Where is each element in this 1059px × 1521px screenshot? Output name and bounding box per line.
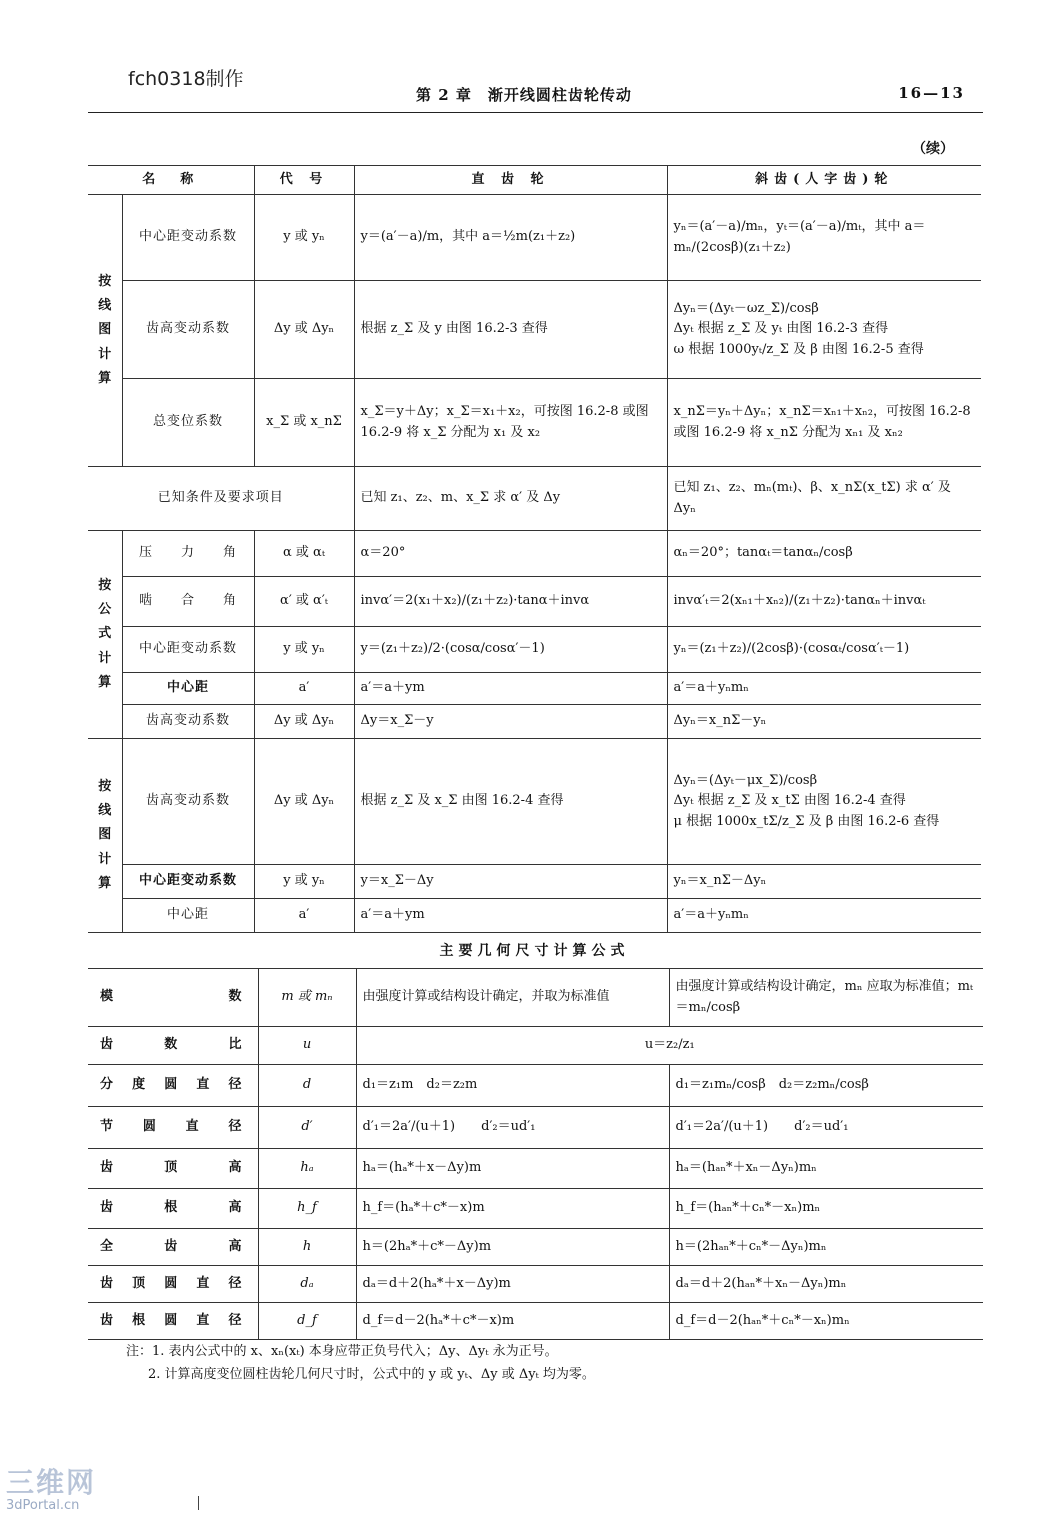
row-helical: a′＝a＋yₙmₙ [667, 899, 981, 933]
logo-main-text: 三维网 [6, 1466, 97, 1499]
row-helical: yₙ＝x_nΣ－Δyₙ [667, 865, 981, 899]
row-helical: Δyₙ＝x_nΣ－yₙ [667, 705, 981, 739]
table-row [88, 1107, 983, 1149]
row-name: 中心距变动系数 [122, 865, 254, 899]
site-logo [6, 1468, 102, 1516]
row-code: Δy 或 Δyₙ [254, 281, 354, 379]
geometry-table-title: 主要几何尺寸计算公式 [439, 943, 630, 959]
row-spur: h＝(2hₐ*＋c*－Δy)m [356, 1229, 669, 1266]
row-name: 分度圆直径 [88, 1065, 258, 1107]
row-spur: x_Σ＝y＋Δy；x_Σ＝x₁＋x₂，可按图 16.2-8 或图 16.2-9 将 x_Σ 分配为 x₁ 及 x₂ [354, 379, 667, 467]
table-row [88, 281, 981, 379]
row-spur: y＝x_Σ－Δy [354, 865, 667, 899]
table-row [88, 577, 981, 627]
row-spur: Δy＝x_Σ－y [354, 705, 667, 739]
geometry-dimension-table [88, 968, 983, 1340]
row-spur: a′＝a＋ym [354, 673, 667, 705]
row-helical: d₁＝z₁mₙ/cosβ d₂＝z₂mₙ/cosβ [669, 1065, 983, 1107]
row-helical: h_f＝(hₐₙ*＋cₙ*－xₙ)mₙ [669, 1189, 983, 1229]
table-notes [126, 1340, 595, 1387]
row-name: 模数 [88, 969, 258, 1027]
page-number: 16—13 [898, 84, 965, 102]
known-spur: 已知 z₁、z₂、m、x_Σ 求 α′ 及 Δy [354, 467, 667, 531]
row-code: u [258, 1027, 356, 1065]
row-code: Δy 或 Δyₙ [254, 705, 354, 739]
table-row [88, 1189, 983, 1229]
continued-label: （续） [912, 141, 954, 157]
row-name: 齿高变动系数 [122, 281, 254, 379]
row-spur: 根据 z_Σ 及 x_Σ 由图 16.2-4 查得 [354, 739, 667, 865]
watermark-text: fch0318制作 [128, 68, 244, 90]
row-spur: d′₁＝2a′/(u＋1) d′₂＝ud′₁ [356, 1107, 669, 1149]
known-helical: 已知 z₁、z₂、mₙ(mₜ)、β、x_nΣ(x_tΣ) 求 α′ 及 Δyₙ [667, 467, 981, 531]
table-row [88, 1229, 983, 1266]
row-both: u＝z₂/z₁ [356, 1027, 983, 1065]
row-name: 全齿高 [88, 1229, 258, 1266]
note-2: 2. 计算高度变位圆柱齿轮几何尺寸时，公式中的 y 或 yₜ、Δy 或 Δyₜ 均为零。 [148, 1367, 595, 1383]
row-code: α′ 或 α′ₜ [254, 577, 354, 627]
row-name: 中心距 [122, 899, 254, 933]
row-code: h [258, 1229, 356, 1266]
table-row [88, 865, 981, 899]
logo-sub-text: 3dPortal.cn [6, 1498, 80, 1513]
table-row [88, 1266, 983, 1303]
row-code: d [258, 1065, 356, 1107]
row-code: Δy 或 Δyₙ [254, 739, 354, 865]
row-spur: h_f＝(hₐ*＋c*－x)m [356, 1189, 669, 1229]
row-name: 齿数比 [88, 1027, 258, 1065]
row-spur: dₐ＝d＋2(hₐ*＋x－Δy)m [356, 1266, 669, 1303]
row-spur: 由强度计算或结构设计确定，并取为标准值 [356, 969, 669, 1027]
page-header [88, 82, 983, 113]
row-spur: y＝(z₁＋z₂)/2·(cosα/cosα′－1) [354, 627, 667, 673]
row-name: 中心距变动系数 [122, 195, 254, 281]
row-helical: invα′ₜ＝2(xₙ₁＋xₙ₂)/(z₁＋z₂)·tanαₙ＋invαₜ [667, 577, 981, 627]
group-label-formula: 按 公 式 计 算 [88, 531, 122, 739]
row-helical: d′₁＝2a′/(u＋1) d′₂＝ud′₁ [669, 1107, 983, 1149]
row-helical: hₐ＝(hₐₙ*＋xₙ－Δyₙ)mₙ [669, 1149, 983, 1189]
page-mark [198, 1496, 199, 1510]
row-helical: yₙ＝(z₁＋z₂)/(2cosβ)·(cosαₜ/cosα′ₜ－1) [667, 627, 981, 673]
table-row [88, 1065, 983, 1107]
note-1: 注：1. 表内公式中的 x、xₙ(xₜ) 本身应带正负号代入；Δy、Δyₜ 永为正号。 [126, 1344, 558, 1359]
row-code: a′ [254, 673, 354, 705]
group-label-chart-2: 按 线 图 计 算 [88, 739, 122, 933]
table-row [88, 195, 981, 281]
row-code: dₐ [258, 1266, 356, 1303]
table-row [88, 739, 981, 865]
table-row [88, 969, 983, 1027]
header-name: 名 称 [88, 166, 254, 195]
table-row-known [88, 467, 981, 531]
table-row [88, 379, 981, 467]
header-helical: 斜齿(人字齿)轮 [667, 166, 981, 195]
row-helical: d_f＝d－2(hₐₙ*＋cₙ*－xₙ)mₙ [669, 1303, 983, 1340]
row-helical: αₙ＝20°；tanαₜ＝tanαₙ/cosβ [667, 531, 981, 577]
row-code: y 或 yₙ [254, 865, 354, 899]
row-name: 中心距 [122, 673, 254, 705]
row-name: 节圆直径 [88, 1107, 258, 1149]
row-code: y 或 yₙ [254, 195, 354, 281]
row-name: 啮 合 角 [122, 577, 254, 627]
table-row [88, 899, 981, 933]
row-name: 齿根圆直径 [88, 1303, 258, 1340]
row-code: a′ [254, 899, 354, 933]
header-code: 代 号 [254, 166, 354, 195]
modification-coefficient-table [88, 165, 981, 933]
row-helical: 由强度计算或结构设计确定，mₙ 应取为标准值；mₜ＝mₙ/cosβ [669, 969, 983, 1027]
row-code: y 或 yₙ [254, 627, 354, 673]
row-code: m 或 mₙ [258, 969, 356, 1027]
header-spur: 直 齿 轮 [354, 166, 667, 195]
row-name: 齿根高 [88, 1189, 258, 1229]
row-code: d′ [258, 1107, 356, 1149]
row-code: α 或 αₜ [254, 531, 354, 577]
table-header-row [88, 166, 981, 195]
group-label-chart-1: 按 线 图 计 算 [88, 195, 122, 467]
row-spur: d₁＝z₁m d₂＝z₂m [356, 1065, 669, 1107]
chapter-title: 第 2 章 渐开线圆柱齿轮传动 [416, 86, 632, 104]
row-name: 压 力 角 [122, 531, 254, 577]
row-helical: Δyₙ＝(Δyₜ－μx_Σ)/cosβ Δyₜ 根据 z_Σ 及 x_tΣ 由图 16.2-4 查得 μ 根据 1000x_tΣ/z_Σ 及 β 由图 16.2-6 查得 [667, 739, 981, 865]
row-helical: Δyₙ＝(Δyₜ－ωz_Σ)/cosβ Δyₜ 根据 z_Σ 及 yₜ 由图 16.2-3 查得 ω 根据 1000yₜ/z_Σ 及 β 由图 16.2-5 查得 [667, 281, 981, 379]
table-row [88, 673, 981, 705]
row-helical: h＝(2hₐₙ*＋cₙ*－Δyₙ)mₙ [669, 1229, 983, 1266]
row-spur: y＝(a′－a)/m，其中 a＝½m(z₁＋z₂) [354, 195, 667, 281]
row-helical: yₙ＝(a′－a)/mₙ，yₜ＝(a′－a)/mₜ，其中 a＝mₙ/(2cosβ)(z₁＋z₂) [667, 195, 981, 281]
table-row [88, 1303, 983, 1340]
row-code: hₐ [258, 1149, 356, 1189]
known-name: 已知条件及要求项目 [88, 467, 354, 531]
row-spur: α＝20° [354, 531, 667, 577]
row-helical: a′＝a＋yₙmₙ [667, 673, 981, 705]
row-name: 齿高变动系数 [122, 705, 254, 739]
table-row [88, 627, 981, 673]
row-spur: invα′＝2(x₁＋x₂)/(z₁＋z₂)·tanα＋invα [354, 577, 667, 627]
row-name: 齿高变动系数 [122, 739, 254, 865]
table-row [88, 1149, 983, 1189]
row-code: x_Σ 或 x_nΣ [254, 379, 354, 467]
row-code: d_f [258, 1303, 356, 1340]
row-name: 中心距变动系数 [122, 627, 254, 673]
row-name: 总变位系数 [122, 379, 254, 467]
row-code: h_f [258, 1189, 356, 1229]
row-spur: a′＝a＋ym [354, 899, 667, 933]
table-row [88, 531, 981, 577]
row-name: 齿顶高 [88, 1149, 258, 1189]
table-row [88, 705, 981, 739]
row-spur: hₐ＝(hₐ*＋x－Δy)m [356, 1149, 669, 1189]
row-name: 齿顶圆直径 [88, 1266, 258, 1303]
row-helical: x_nΣ＝yₙ＋Δyₙ；x_nΣ＝xₙ₁＋xₙ₂，可按图 16.2-8 或图 16.2-9 将 x_nΣ 分配为 xₙ₁ 及 xₙ₂ [667, 379, 981, 467]
row-helical: dₐ＝d＋2(hₐₙ*＋xₙ－Δyₙ)mₙ [669, 1266, 983, 1303]
row-spur: d_f＝d－2(hₐ*＋c*－x)m [356, 1303, 669, 1340]
row-spur: 根据 z_Σ 及 y 由图 16.2-3 查得 [354, 281, 667, 379]
table-row [88, 1027, 983, 1065]
